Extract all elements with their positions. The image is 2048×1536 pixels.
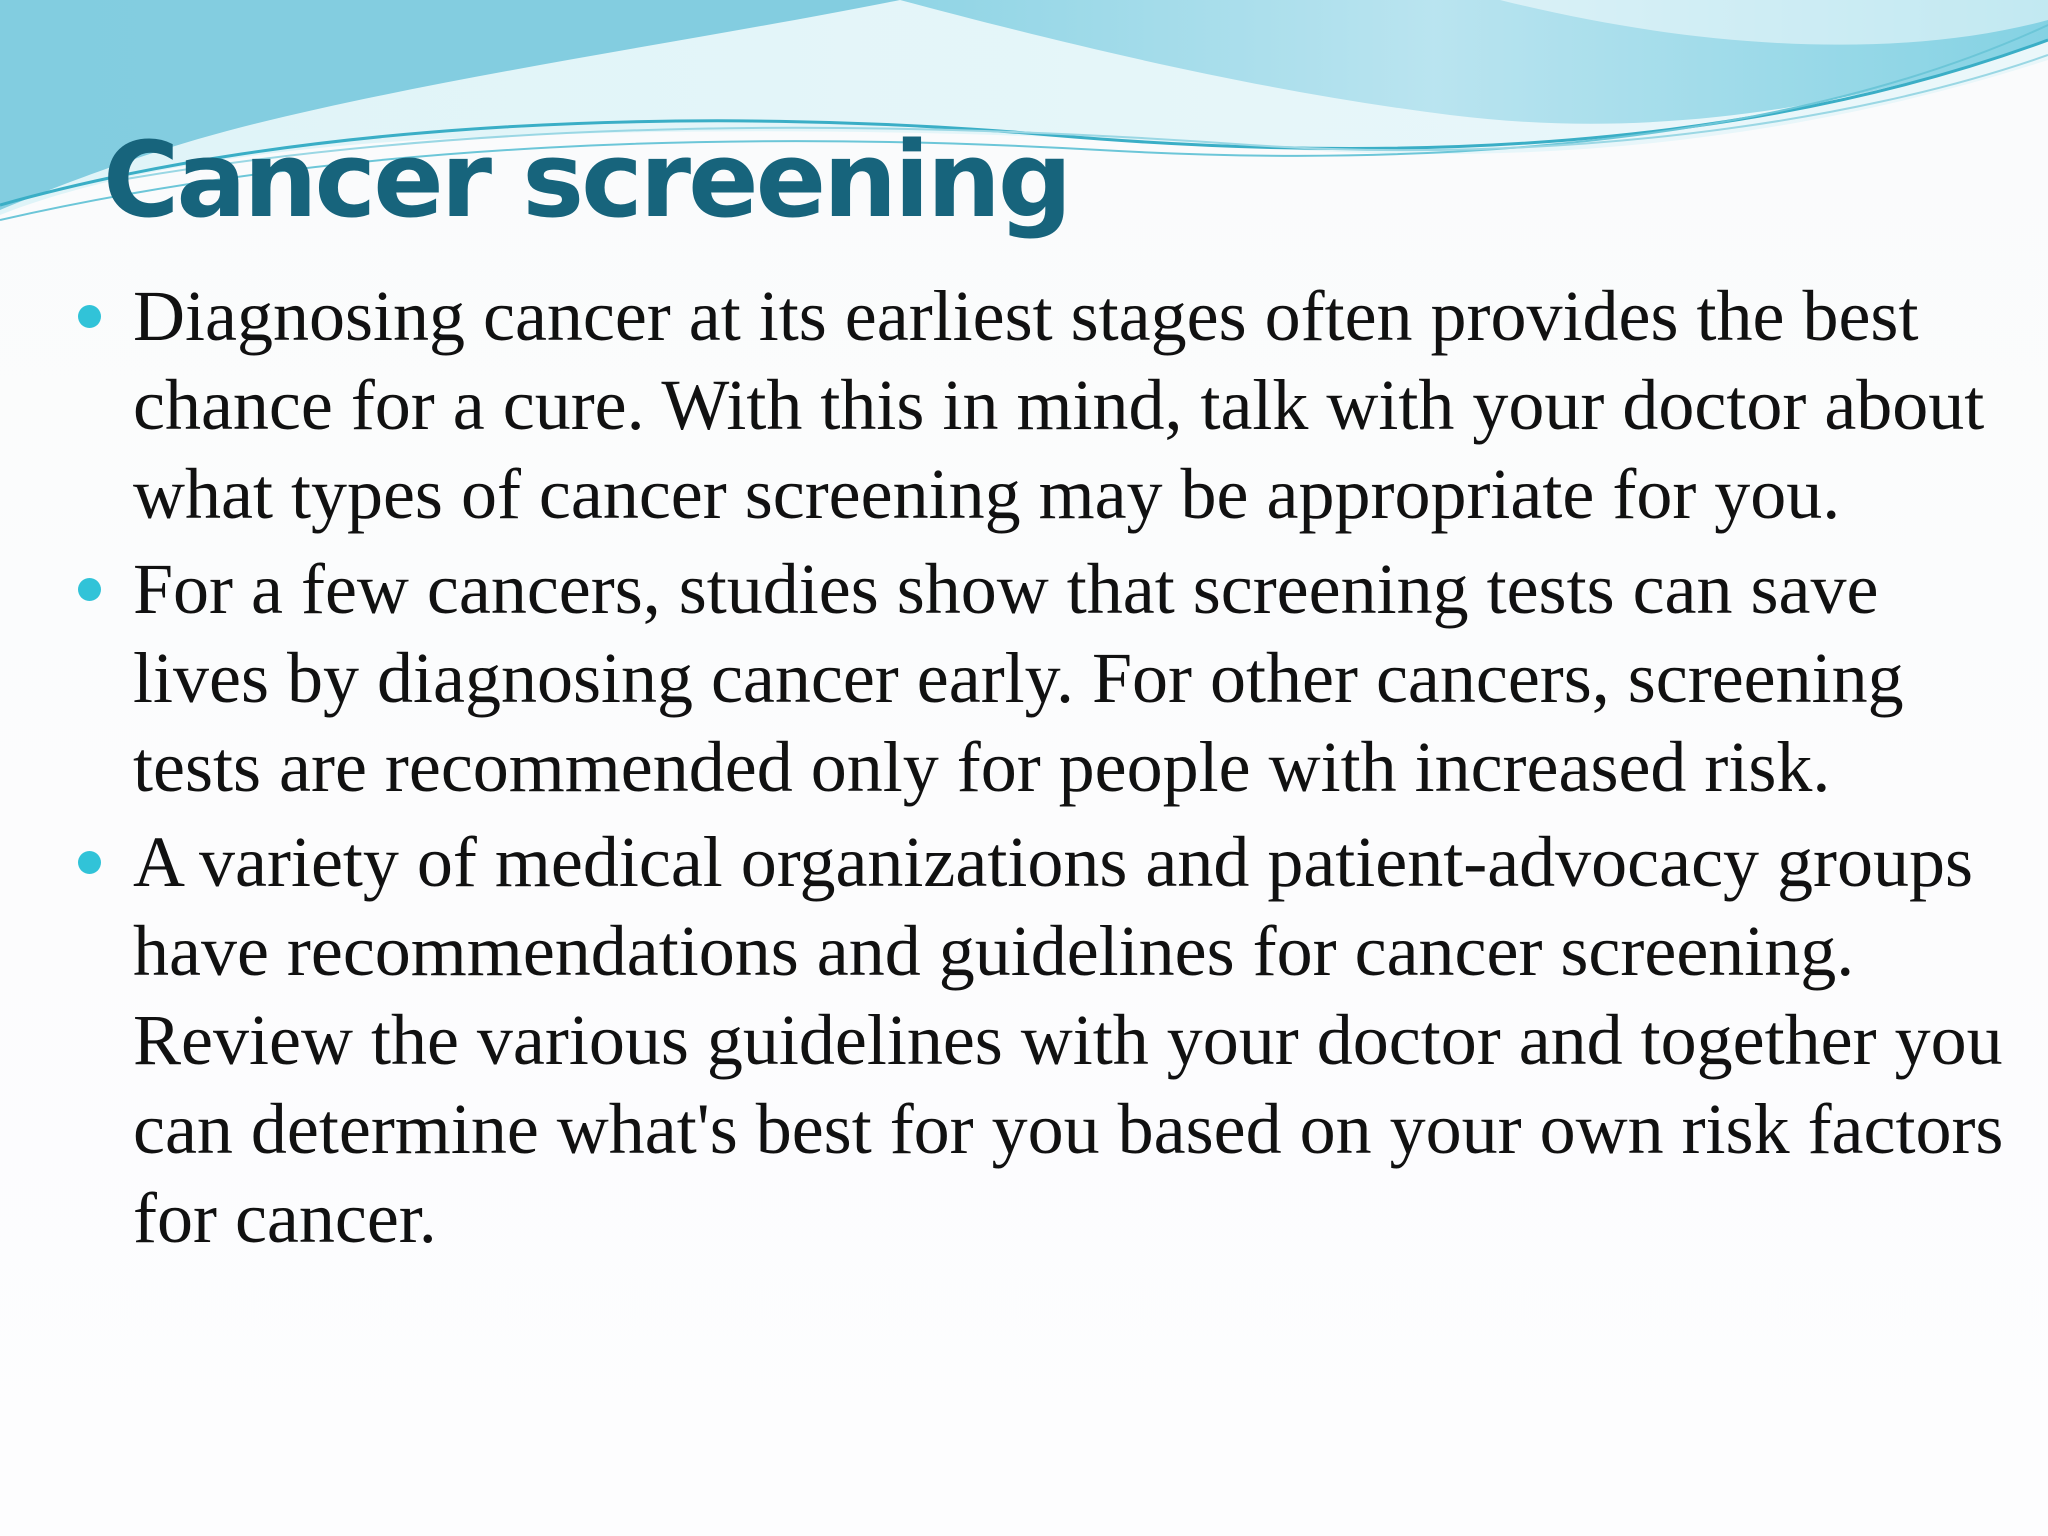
bullet-list (133, 272, 2013, 1269)
bullet-text: Diagnosing cancer at its earliest stages often provides the best chance for a cure. With this in mind, talk with your doctor about what types of cancer screening may be appropriate for you. (133, 276, 1985, 534)
bullet-text: A variety of medical organizations and patient-advocacy groups have recommendations and guidelines for cancer screening. Review the various guidelines with your doctor and together you can determine what's best for you based on your own risk factors for cancer. (133, 822, 2004, 1258)
bullet-dot-icon (78, 851, 101, 874)
bullet-item (133, 818, 2013, 1263)
slide-title: Cancer screening (103, 119, 1070, 241)
bullet-item (133, 545, 2013, 812)
bullet-dot-icon (78, 578, 101, 601)
bullet-text: For a few cancers, studies show that screening tests can save lives by diagnosing cancer early. For other cancers, screening tests are recommended only for people with increased risk. (133, 549, 1904, 807)
bullet-item (133, 272, 2013, 539)
bullet-dot-icon (78, 305, 101, 328)
